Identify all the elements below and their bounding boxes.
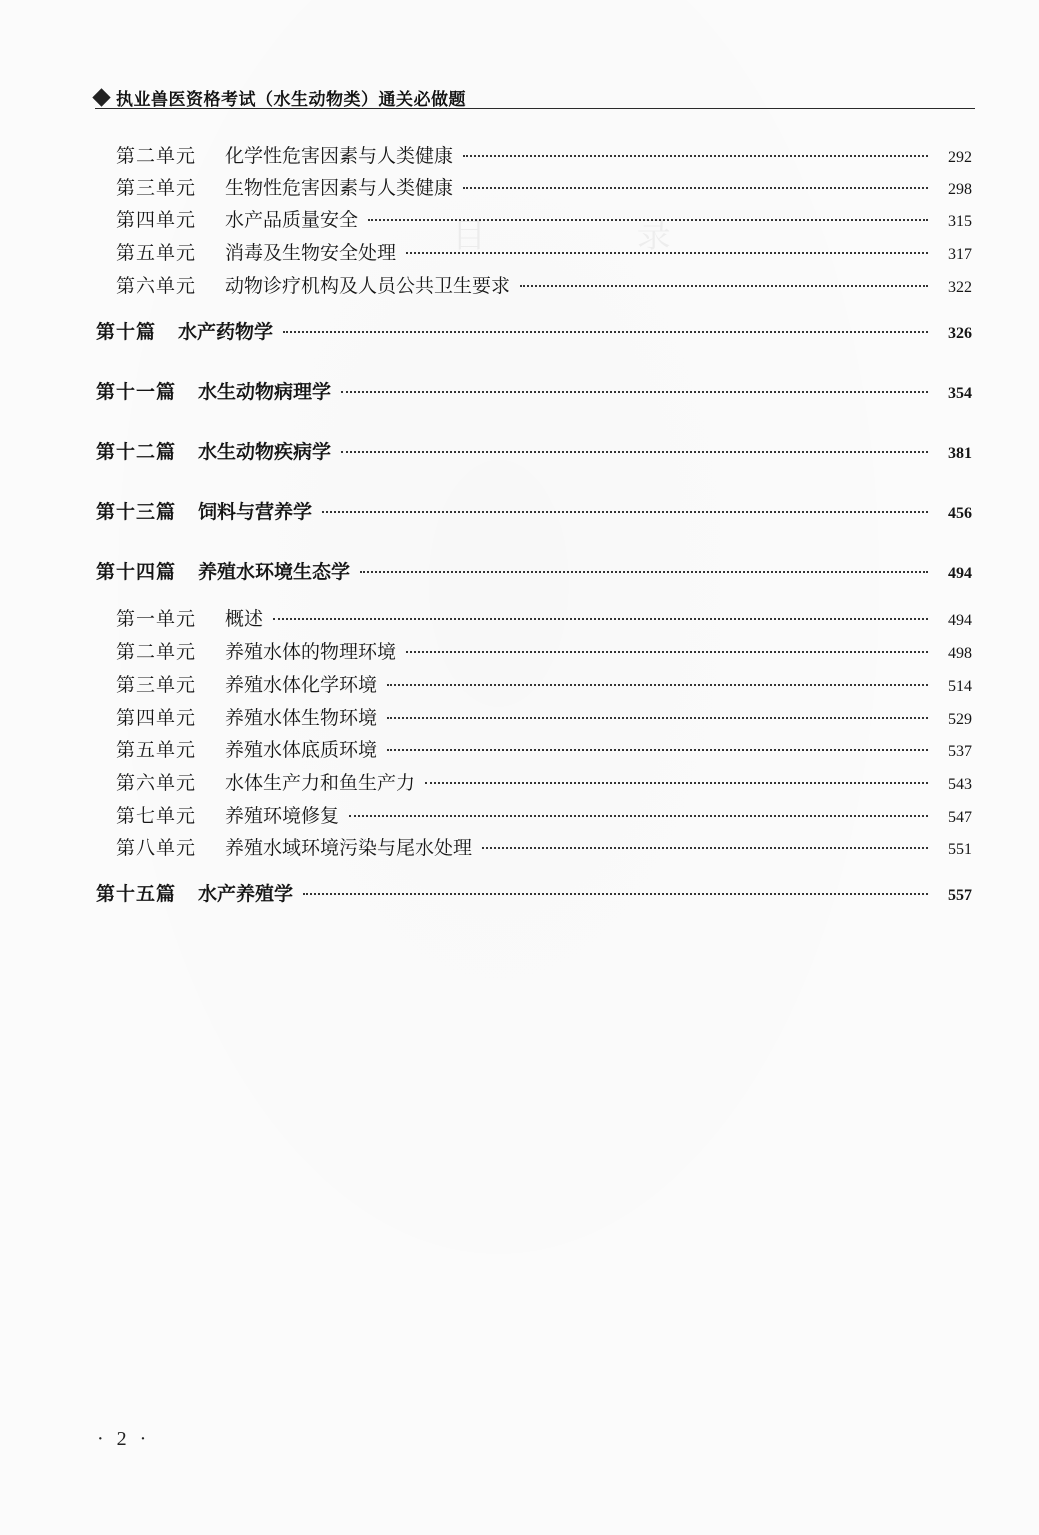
toc-entry-unit[interactable] bbox=[116, 141, 972, 168]
toc-unit-title: 水体生产力和鱼生产力 bbox=[225, 772, 416, 794]
toc-entry-unit[interactable] bbox=[116, 604, 972, 631]
toc-page-number: 514 bbox=[948, 678, 972, 695]
toc-page-number: 315 bbox=[948, 213, 972, 230]
toc-entry-unit[interactable] bbox=[116, 173, 972, 200]
toc-unit-title: 养殖水体生物环境 bbox=[225, 707, 378, 729]
toc-unit-title: 水产品质量安全 bbox=[225, 209, 359, 231]
toc-page-number: 456 bbox=[948, 505, 972, 522]
toc-part-title: 水产养殖学 bbox=[198, 883, 294, 905]
header-title: 执业兽医资格考试（水生动物类）通关必做题 bbox=[116, 89, 466, 110]
toc-entry-unit[interactable] bbox=[116, 768, 972, 795]
toc-unit-title: 养殖水体的物理环境 bbox=[225, 641, 397, 663]
toc-part-title: 水生动物疾病学 bbox=[198, 441, 332, 463]
toc-entry-unit[interactable] bbox=[116, 238, 972, 265]
toc-page-number: 498 bbox=[948, 645, 972, 662]
dot-leader bbox=[463, 155, 928, 157]
running-header bbox=[95, 84, 975, 110]
header-rule bbox=[95, 108, 975, 109]
toc-entry-unit[interactable] bbox=[116, 205, 972, 232]
toc-entry-part[interactable] bbox=[96, 377, 972, 404]
toc-entry-part[interactable] bbox=[96, 879, 972, 906]
toc-entry-unit[interactable] bbox=[116, 801, 972, 828]
toc-unit-label: 第二单元 bbox=[116, 641, 197, 663]
dot-leader bbox=[349, 815, 928, 817]
toc-unit-title: 养殖水域环境污染与尾水处理 bbox=[225, 837, 473, 859]
toc-unit-title: 生物性危害因素与人类健康 bbox=[225, 177, 454, 199]
toc-page-number: 529 bbox=[948, 711, 972, 728]
toc-unit-label: 第一单元 bbox=[116, 608, 197, 630]
toc-page-number: 547 bbox=[948, 809, 972, 826]
toc-unit-title: 养殖水体底质环境 bbox=[225, 739, 378, 761]
bleed-through-shadow: 目 录 bbox=[452, 216, 741, 256]
toc-unit-label: 第六单元 bbox=[116, 772, 197, 794]
toc-entry-unit[interactable] bbox=[116, 735, 972, 762]
dot-leader bbox=[463, 187, 928, 189]
toc-part-label: 第十三篇 bbox=[96, 501, 177, 523]
toc-unit-title: 概述 bbox=[225, 608, 264, 630]
toc-entry-part[interactable] bbox=[96, 437, 972, 464]
toc-unit-label: 第八单元 bbox=[116, 837, 197, 859]
toc-page-number: 381 bbox=[948, 445, 972, 462]
toc-unit-label: 第三单元 bbox=[116, 674, 197, 696]
toc-part-label: 第十一篇 bbox=[96, 381, 177, 403]
toc-unit-label: 第二单元 bbox=[116, 145, 197, 167]
dot-leader bbox=[387, 684, 928, 686]
toc-part-title: 饲料与营养学 bbox=[198, 501, 313, 523]
toc-entry-unit[interactable] bbox=[116, 833, 972, 860]
toc-unit-title: 消毒及生物安全处理 bbox=[225, 242, 397, 264]
dot-leader bbox=[387, 717, 928, 719]
dot-leader bbox=[303, 893, 928, 895]
dot-leader bbox=[322, 511, 928, 513]
toc-page-number: 317 bbox=[948, 246, 972, 263]
toc-page-number: 322 bbox=[948, 279, 972, 296]
dot-leader bbox=[368, 219, 928, 221]
dot-leader bbox=[283, 331, 928, 333]
toc-page-number: 354 bbox=[948, 385, 972, 402]
toc-entry-part[interactable] bbox=[96, 497, 972, 524]
toc-part-title: 水产药物学 bbox=[178, 321, 274, 343]
toc-unit-title: 养殖环境修复 bbox=[225, 805, 340, 827]
toc-entry-unit[interactable] bbox=[116, 637, 972, 664]
toc-unit-label: 第五单元 bbox=[116, 242, 197, 264]
toc-unit-label: 第六单元 bbox=[116, 275, 197, 297]
toc-entry-unit[interactable] bbox=[116, 703, 972, 730]
toc-page-number: 326 bbox=[948, 325, 972, 342]
toc-page-number: 543 bbox=[948, 776, 972, 793]
dot-leader bbox=[341, 391, 928, 393]
toc-entry-unit[interactable] bbox=[116, 670, 972, 697]
toc-part-label: 第十篇 bbox=[96, 321, 157, 343]
toc-unit-label: 第五单元 bbox=[116, 739, 197, 761]
toc-unit-label: 第七单元 bbox=[116, 805, 197, 827]
toc-unit-label: 第四单元 bbox=[116, 209, 197, 231]
toc-unit-label: 第四单元 bbox=[116, 707, 197, 729]
toc-part-label: 第十五篇 bbox=[96, 883, 177, 905]
dot-leader bbox=[273, 618, 928, 620]
toc-part-label: 第十二篇 bbox=[96, 441, 177, 463]
toc-page-number: 292 bbox=[948, 149, 972, 166]
dot-leader bbox=[341, 451, 928, 453]
toc-part-title: 水生动物病理学 bbox=[198, 381, 332, 403]
toc-part-title: 养殖水环境生态学 bbox=[198, 561, 351, 583]
toc-unit-title: 养殖水体化学环境 bbox=[225, 674, 378, 696]
dot-leader bbox=[406, 651, 928, 653]
toc-part-label: 第十四篇 bbox=[96, 561, 177, 583]
dot-leader bbox=[406, 252, 928, 254]
toc-page-number: 494 bbox=[948, 565, 972, 582]
toc-page-number: 551 bbox=[948, 841, 972, 858]
toc-page-number: 298 bbox=[948, 181, 972, 198]
dot-leader bbox=[520, 285, 928, 287]
dot-leader bbox=[482, 847, 928, 849]
toc-page-number: 537 bbox=[948, 743, 972, 760]
page-number-footer: · 2 · bbox=[97, 1428, 151, 1450]
dot-leader bbox=[387, 749, 928, 751]
toc-unit-label: 第三单元 bbox=[116, 177, 197, 199]
toc-page-number: 557 bbox=[948, 887, 972, 904]
toc-entry-part[interactable] bbox=[96, 317, 972, 344]
toc-entry-unit[interactable] bbox=[116, 271, 972, 298]
toc-unit-title: 动物诊疗机构及人员公共卫生要求 bbox=[225, 275, 511, 297]
dot-leader bbox=[360, 571, 928, 573]
toc-entry-part[interactable] bbox=[96, 557, 972, 584]
dot-leader bbox=[425, 782, 928, 784]
toc-unit-title: 化学性危害因素与人类健康 bbox=[225, 145, 454, 167]
diamond-icon bbox=[92, 88, 110, 106]
toc-page-number: 494 bbox=[948, 612, 972, 629]
